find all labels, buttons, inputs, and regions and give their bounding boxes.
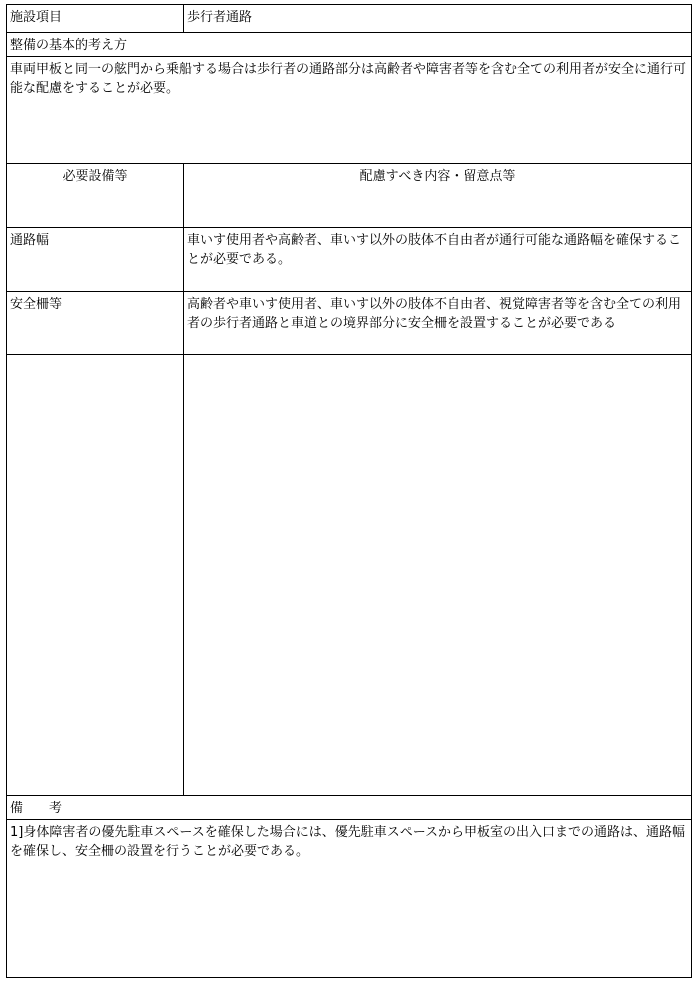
column-header-consideration: 配慮すべき内容・留意点等 bbox=[359, 169, 516, 184]
empty-item-cell bbox=[7, 355, 184, 795]
basic-policy-text: 車両甲板と同一の舷門から乗船する場合は歩行者の通路部分は高齢者や障害者等を含む全ての利用者が安全に通行可能な配慮をすることが必要。 bbox=[10, 62, 687, 96]
remarks-text-row bbox=[7, 820, 691, 977]
remarks-text: 1]身体障害者の優先駐車スペースを確保した場合には、優先駐車スペースから甲板室の出入口までの通路は、通路幅を確保し、安全柵の設置を行うことが必要である。 bbox=[10, 825, 686, 859]
empty-content-cell bbox=[184, 355, 691, 795]
table-row bbox=[7, 228, 691, 292]
basic-policy-heading-row bbox=[7, 33, 691, 57]
row-item-passage-width: 通路幅 bbox=[7, 228, 184, 291]
facility-value: 歩行者通路 bbox=[187, 10, 253, 25]
column-header-required: 必要設備等 bbox=[7, 164, 184, 227]
row-content-passage-width: 車いす使用者や高齢者、車いす以外の肢体不自由者が通行可能な通路幅を確保することが必要である。 bbox=[187, 233, 682, 267]
row-content-safety-fence: 高齢者や車いす使用者、車いす以外の肢体不自由者、視覚障害者等を含む全ての利用者の歩行者通路と車道との境界部分に安全柵を設置することが必要である bbox=[187, 297, 682, 331]
basic-policy-heading: 整備の基本的考え方 bbox=[10, 38, 128, 53]
facility-label: 施設項目 bbox=[7, 5, 184, 32]
row-item-safety-fence: 安全柵等 bbox=[7, 292, 184, 354]
table-header-row bbox=[7, 164, 691, 228]
facility-row bbox=[7, 5, 691, 33]
facility-sheet bbox=[6, 4, 692, 978]
basic-policy-text-row bbox=[7, 57, 691, 164]
empty-table-row bbox=[7, 355, 691, 796]
table-row bbox=[7, 292, 691, 355]
remarks-heading-row bbox=[7, 796, 691, 820]
remarks-heading: 備 考 bbox=[10, 801, 63, 816]
